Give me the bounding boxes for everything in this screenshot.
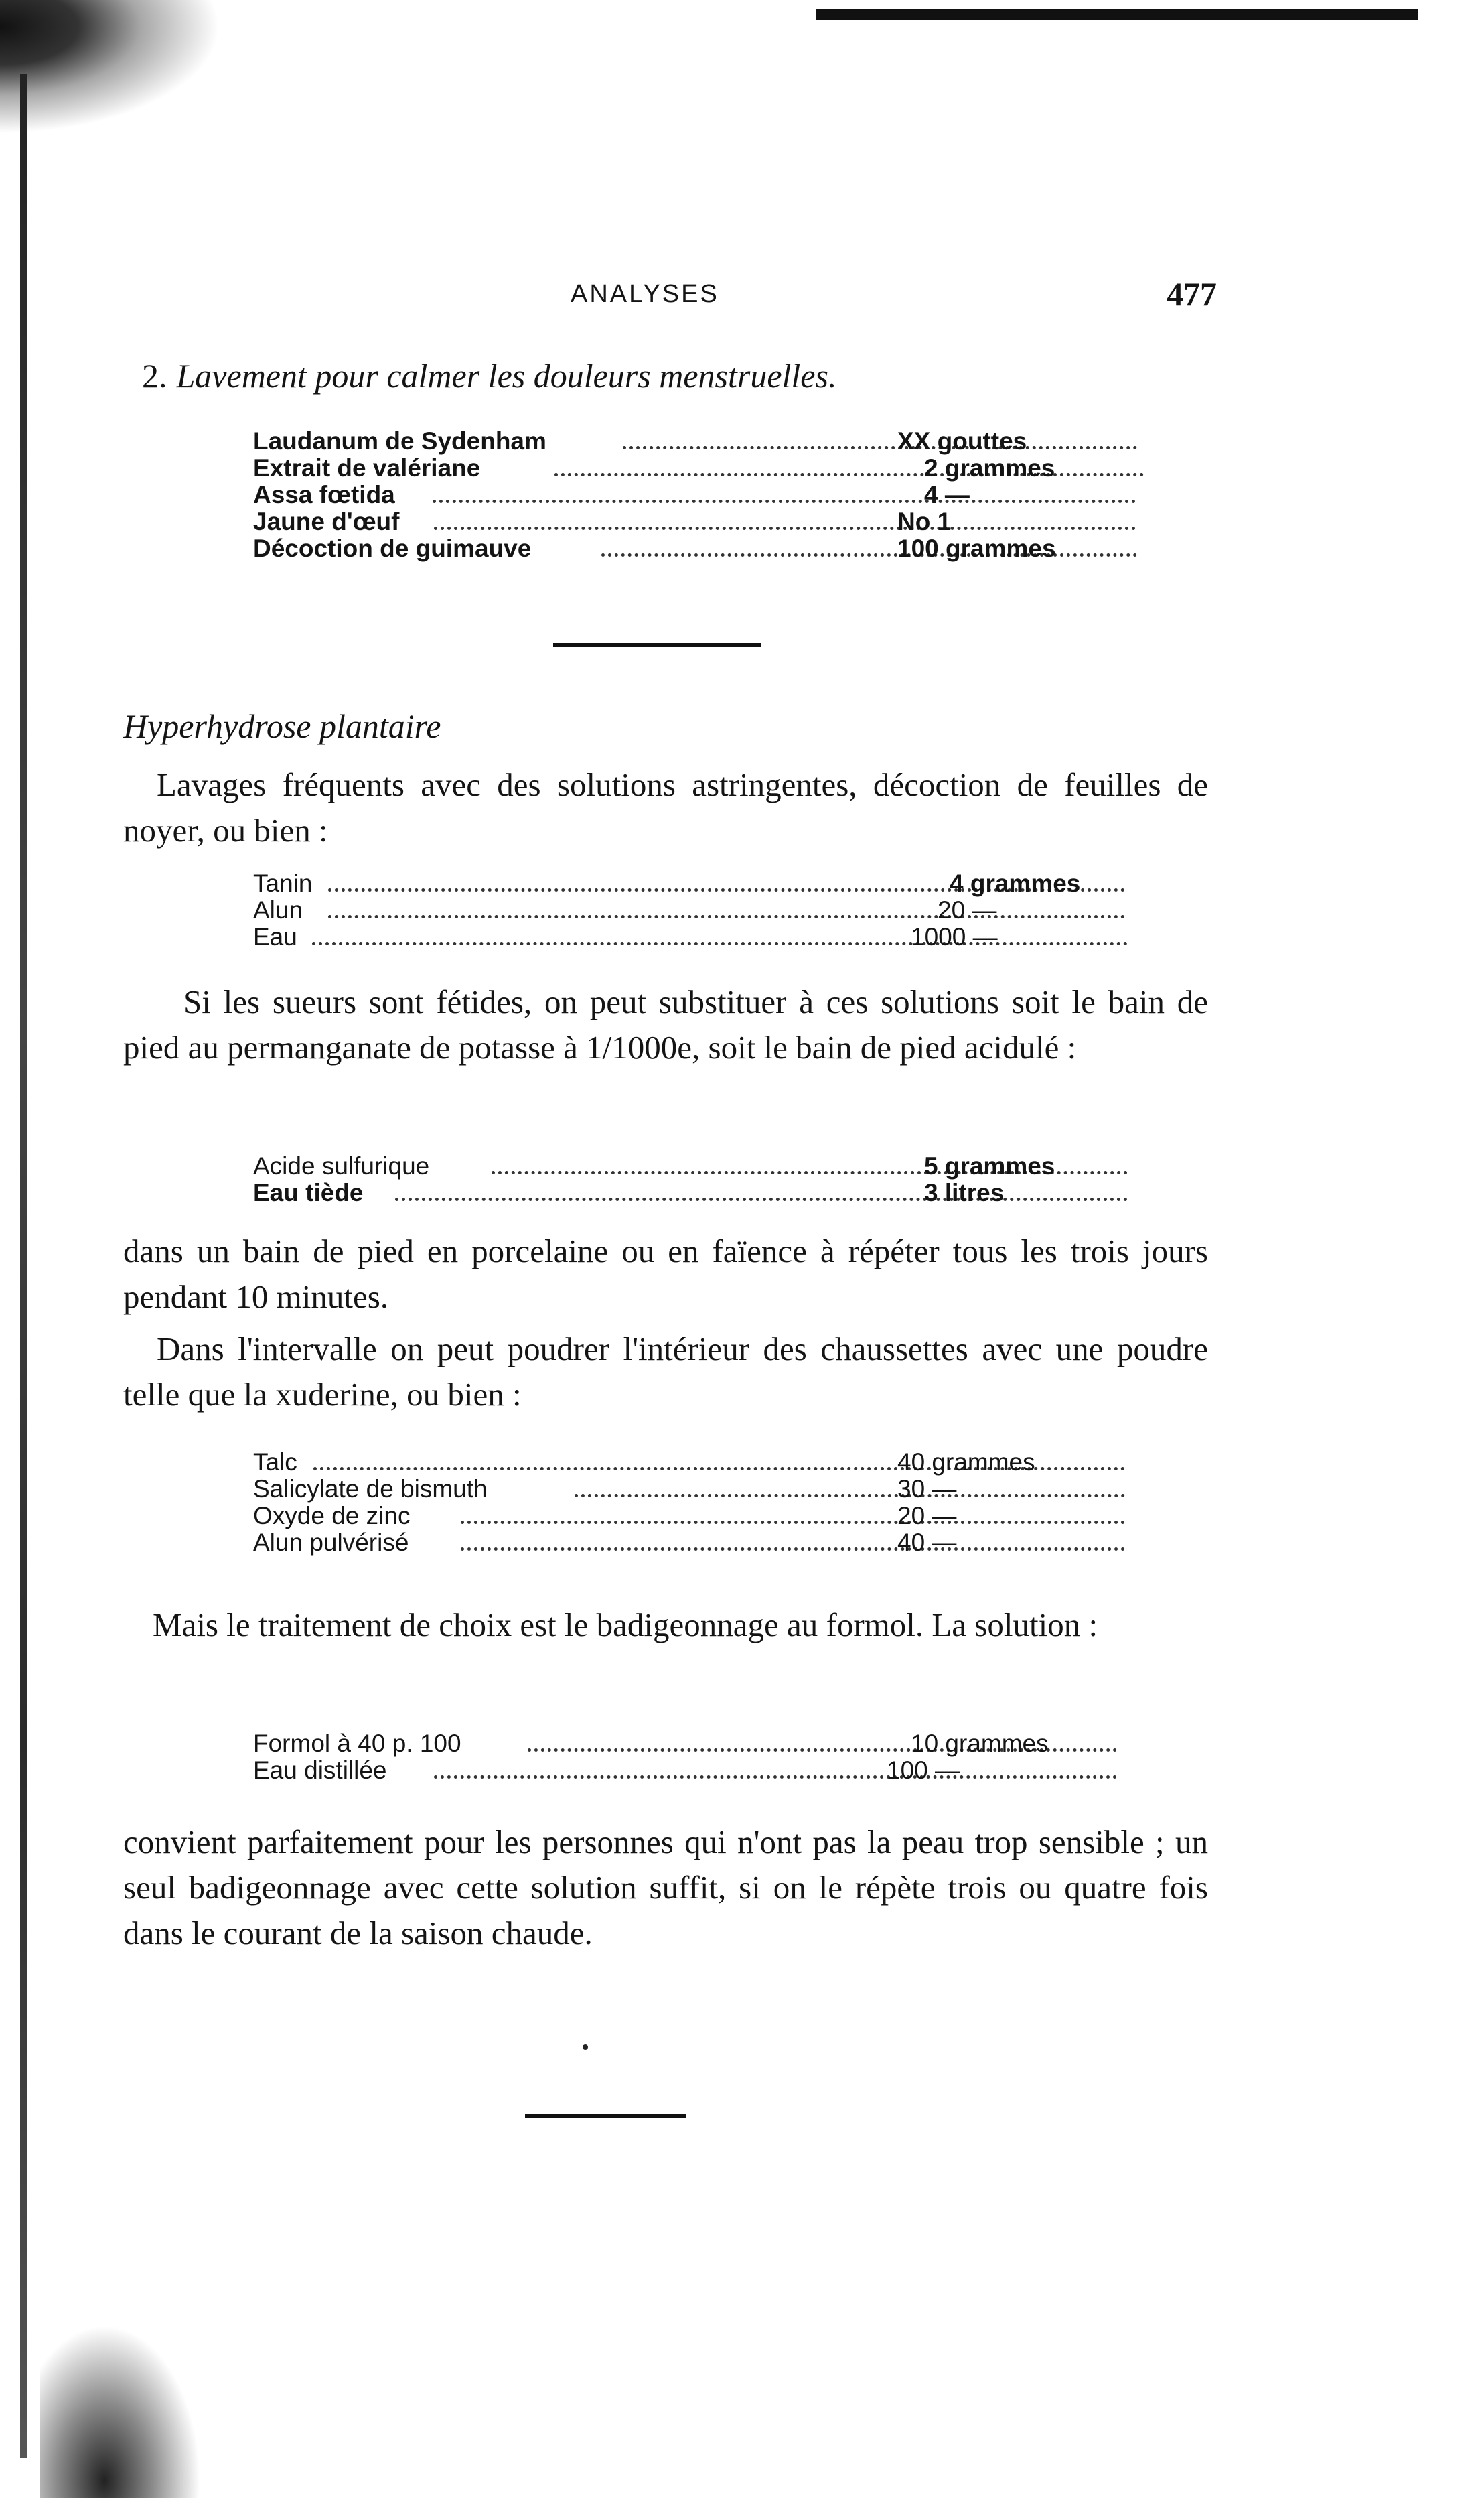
printer-mark (583, 2044, 588, 2050)
ingredient: Talc (253, 1448, 297, 1476)
closing-rule (525, 2114, 686, 2118)
ingredient: Salicylate de bismuth (253, 1475, 488, 1503)
ingredient: Alun pulvérisé (253, 1529, 409, 1556)
ingredient: Extrait de valériane (253, 454, 481, 482)
quantity: 1000 — (911, 923, 998, 951)
section1-title: Lavement pour calmer les douleurs menstruelles. (176, 357, 837, 395)
leader-dots (461, 1547, 1125, 1551)
scan-shadow-top (0, 0, 221, 134)
quantity: No 1 (897, 508, 952, 535)
paragraph: Si les sueurs sont fétides, on peut substituer à ces solutions soit le bain de pied au permanganate de potasse à 1/1000e, soit le bain de pied acidulé : (123, 983, 1208, 1066)
ingredient: Eau tiède (253, 1179, 364, 1206)
quantity: 40 — (897, 1529, 957, 1556)
section1-number: 2. (142, 357, 167, 395)
scan-shadow-bottom (40, 2324, 201, 2498)
ingredient: Eau (253, 923, 297, 951)
leader-dots (434, 527, 1136, 530)
quantity: 5 grammes (924, 1152, 1055, 1180)
ingredient: Assa fœtida (253, 481, 395, 508)
leader-dots (433, 500, 1136, 503)
leader-dots (461, 1521, 1125, 1524)
section2-heading: Hyperhydrose plantaire (123, 707, 441, 745)
quantity: 4 — (924, 481, 970, 508)
section-divider (553, 643, 761, 647)
paragraph: dans un bain de pied en porcelaine ou en faïence à répéter tous les trois jours pendant 10 minutes. (123, 1233, 1208, 1315)
quantity: XX gouttes (897, 427, 1027, 455)
quantity: 100 — (887, 1756, 960, 1784)
ingredient: Acide sulfurique (253, 1152, 430, 1180)
paragraph: convient parfaitement pour les personnes qui n'ont pas la peau trop sensible ; un seul badigeonnage avec cette solution suffit, si on le répète trois ou quatre fois dans le courant de la saison chaude. (123, 1823, 1208, 1951)
quantity: 3 litres (924, 1179, 1005, 1206)
ingredient: Laudanum de Sydenham (253, 427, 546, 455)
quantity: 2 grammes (924, 454, 1055, 482)
paragraph: Dans l'intervalle on peut poudrer l'intérieur des chaussettes avec une poudre telle que la xuderine, ou bien : (123, 1330, 1208, 1413)
leader-dots (328, 915, 1125, 918)
section1-heading (142, 356, 836, 395)
paragraph: Mais le traitement de choix est le badigeonnage au formol. La solution : (153, 1606, 1098, 1643)
quantity: 30 — (897, 1475, 957, 1503)
top-edge-rule (816, 9, 1418, 20)
leader-dots (395, 1198, 1128, 1201)
ingredient: Tanin (253, 870, 313, 897)
quantity: 10 grammes (911, 1730, 1049, 1757)
quantity: 20 — (897, 1502, 957, 1529)
quantity: 40 grammes (897, 1448, 1035, 1476)
scan-binding-edge (20, 74, 27, 2458)
page-number: 477 (1167, 275, 1217, 313)
leader-dots (554, 473, 1144, 476)
leader-dots (575, 1494, 1125, 1497)
leader-dots (623, 446, 1137, 449)
paragraph: Lavages fréquents avec des solutions astringentes, décoction de feuilles de noyer, ou bien : (123, 766, 1208, 849)
quantity: 20 — (938, 896, 997, 924)
leader-dots (601, 553, 1137, 557)
ingredient: Eau distillée (253, 1756, 387, 1784)
ingredient: Alun (253, 896, 303, 924)
ingredient: Oxyde de zinc (253, 1502, 411, 1529)
running-head: ANALYSES (571, 280, 719, 308)
ingredient: Formol à 40 p. 100 (253, 1730, 461, 1757)
leader-dots (312, 942, 1128, 945)
ingredient: Jaune d'œuf (253, 508, 400, 535)
quantity: 100 grammes (897, 535, 1056, 562)
ingredient: Décoction de guimauve (253, 535, 532, 562)
leader-dots (434, 1775, 1117, 1779)
quantity: 4 grammes (950, 870, 1081, 897)
